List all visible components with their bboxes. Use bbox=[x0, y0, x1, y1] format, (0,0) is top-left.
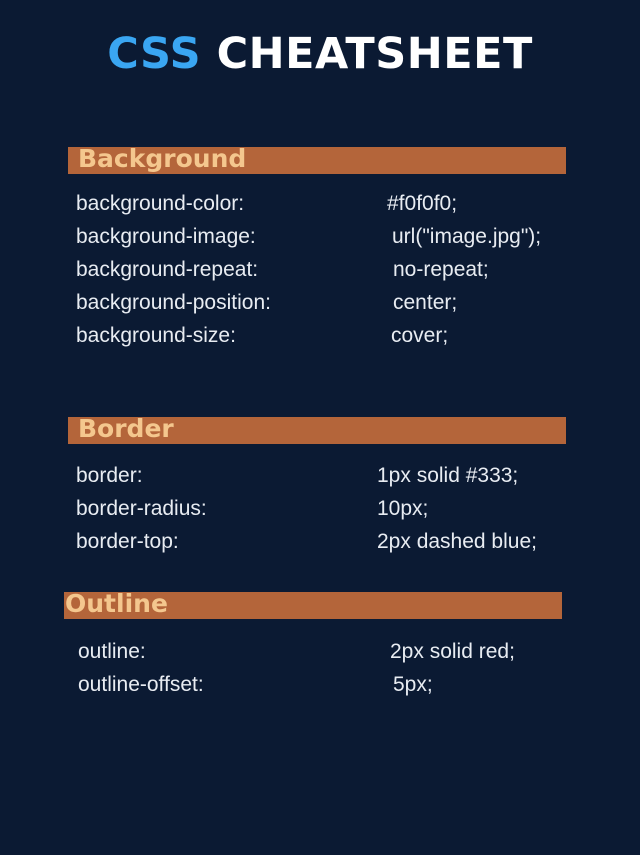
section-heading-bar bbox=[68, 414, 566, 444]
property-value: cover; bbox=[391, 324, 449, 347]
title-accent: CSS bbox=[107, 29, 202, 79]
property-value: no-repeat; bbox=[393, 258, 489, 281]
section-heading-bar bbox=[68, 144, 566, 174]
property-name: background-color: bbox=[76, 192, 245, 215]
section-heading-bar bbox=[64, 589, 562, 619]
property-value: 1px solid #333; bbox=[377, 464, 519, 487]
property-value: 2px dashed blue; bbox=[377, 530, 537, 553]
property-value: #f0f0f0; bbox=[387, 192, 458, 215]
property-value: 10px; bbox=[377, 497, 429, 520]
property-name: background-repeat: bbox=[76, 258, 259, 281]
property-value: 2px solid red; bbox=[390, 640, 515, 663]
property-name: outline-offset: bbox=[78, 673, 204, 696]
property-name: border-radius: bbox=[76, 497, 207, 520]
section-heading: Border bbox=[78, 414, 174, 443]
page-title bbox=[0, 26, 640, 82]
property-value: center; bbox=[393, 291, 458, 314]
property-name: outline: bbox=[78, 640, 146, 663]
property-value: 5px; bbox=[393, 673, 433, 696]
property-name: border: bbox=[76, 464, 143, 487]
section-heading: Outline bbox=[65, 589, 168, 618]
property-name: background-position: bbox=[76, 291, 271, 314]
section-heading: Background bbox=[78, 144, 247, 173]
property-name: background-size: bbox=[76, 324, 236, 347]
property-name: background-image: bbox=[76, 225, 256, 248]
title-rest: CHEATSHEET bbox=[216, 29, 533, 79]
property-value: url("image.jpg"); bbox=[392, 225, 542, 248]
property-name: border-top: bbox=[76, 530, 179, 553]
